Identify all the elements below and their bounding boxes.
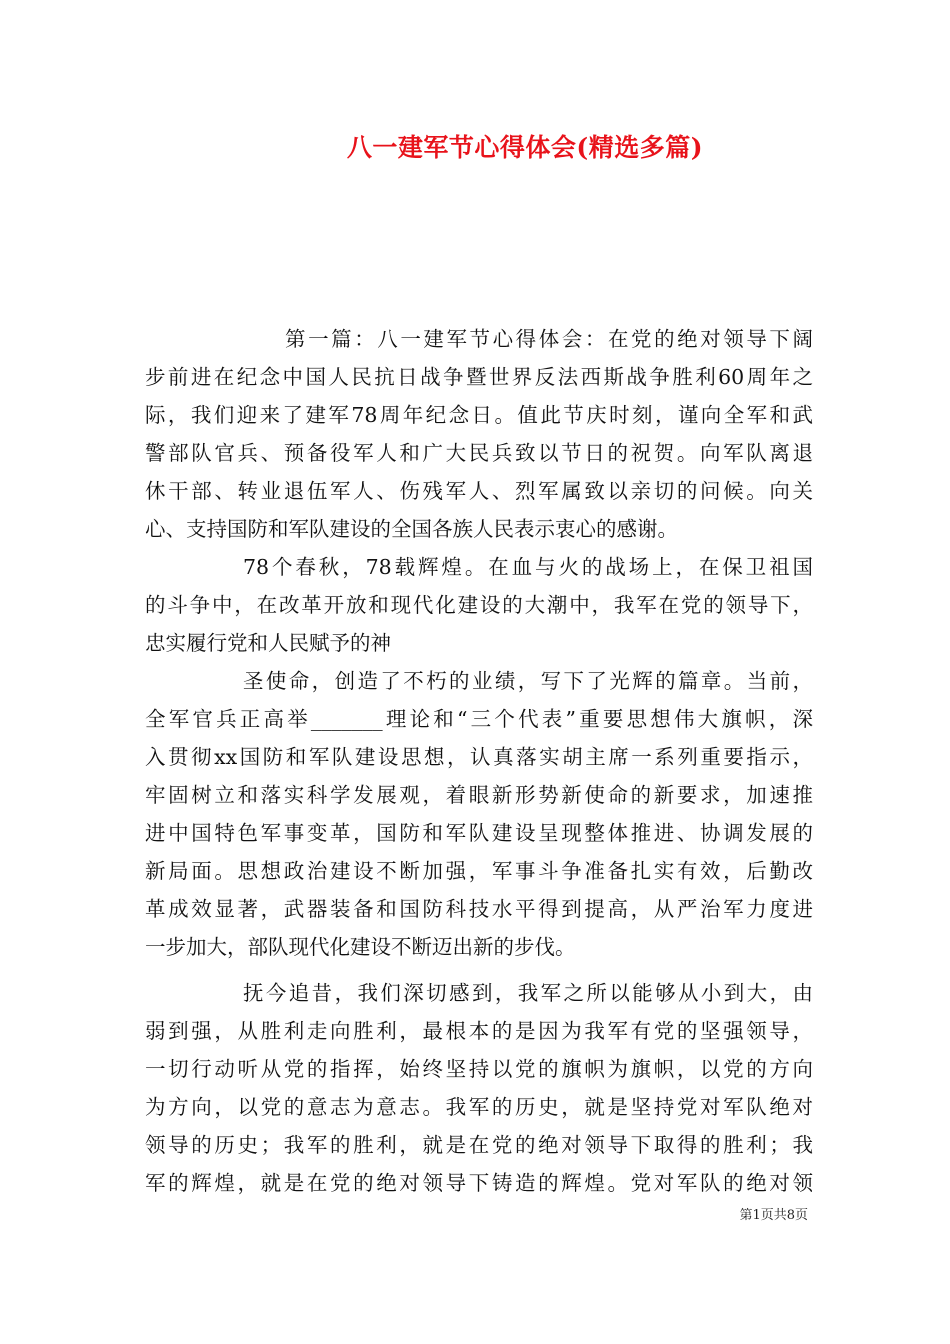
text-line: 军的辉煌，就是在党的绝对领导下铸造的辉煌。党对军队的绝对领 bbox=[145, 1171, 813, 1195]
document-title: 八一建军节心得体会(精选多篇) bbox=[346, 133, 704, 162]
text-line: 全军官兵正高举_______理论和“三个代表”重要思想伟大旗帜，深 bbox=[145, 707, 813, 731]
text-line: 心、支持国防和军队建设的全国各族人民表示衷心的感谢。 bbox=[145, 517, 678, 541]
text-line: 牢固树立和落实科学发展观，着眼新形势新使命的新要求，加速推 bbox=[145, 783, 813, 807]
text-line: 抚今追昔，我们深切感到，我军之所以能够从小到大，由 bbox=[243, 981, 813, 1005]
text-line: 第一篇：八一建军节心得体会：在党的绝对领导下阔 bbox=[285, 327, 813, 351]
document-body bbox=[145, 320, 813, 1202]
text-line: 步前进在纪念中国人民抗日战争暨世界反法西斯战争胜利60周年之 bbox=[145, 365, 813, 389]
text-line: 新局面。思想政治建设不断加强，军事斗争准备扎实有效，后勤改 bbox=[145, 859, 813, 883]
text-line: 一切行动听从党的指挥，始终坚持以党的旗帜为旗帜，以党的方向 bbox=[145, 1057, 813, 1081]
text-line: 弱到强，从胜利走向胜利，最根本的是因为我军有党的坚强领导， bbox=[145, 1019, 813, 1043]
page-number: 第1页共8页 bbox=[739, 1208, 808, 1223]
text-line: 入贯彻xx国防和军队建设思想，认真落实胡主席一系列重要指示， bbox=[145, 745, 813, 769]
text-line: 为方向，以党的意志为意志。我军的历史，就是坚持党对军队绝对 bbox=[145, 1095, 813, 1119]
text-line: 进中国特色军事变革，国防和军队建设呈现整体推进、协调发展的 bbox=[145, 821, 813, 845]
text-line: 忠实履行党和人民赋予的神 bbox=[145, 631, 391, 655]
text-line: 一步加大，部队现代化建设不断迈出新的步伐。 bbox=[145, 935, 576, 959]
text-line: 领导的历史；我军的胜利，就是在党的绝对领导下取得的胜利；我 bbox=[145, 1133, 813, 1157]
text-line: 革成效显著，武器装备和国防科技水平得到提高，从严治军力度进 bbox=[145, 897, 813, 921]
text-line: 78个春秋，78载辉煌。在血与火的战场上，在保卫祖国 bbox=[243, 555, 813, 579]
text-line: 际，我们迎来了建军78周年纪念日。值此节庆时刻，谨向全军和武 bbox=[145, 403, 813, 427]
text-line: 圣使命，创造了不朽的业绩，写下了光辉的篇章。当前， bbox=[243, 669, 813, 693]
text-line: 休干部、转业退伍军人、伤残军人、烈军属致以亲切的问候。向关 bbox=[145, 479, 813, 503]
text-line: 的斗争中，在改革开放和现代化建设的大潮中，我军在党的领导下， bbox=[145, 593, 813, 617]
paragraph-gap bbox=[145, 966, 813, 974]
text-line: 警部队官兵、预备役军人和广大民兵致以节日的祝贺。向军队离退 bbox=[145, 441, 813, 465]
